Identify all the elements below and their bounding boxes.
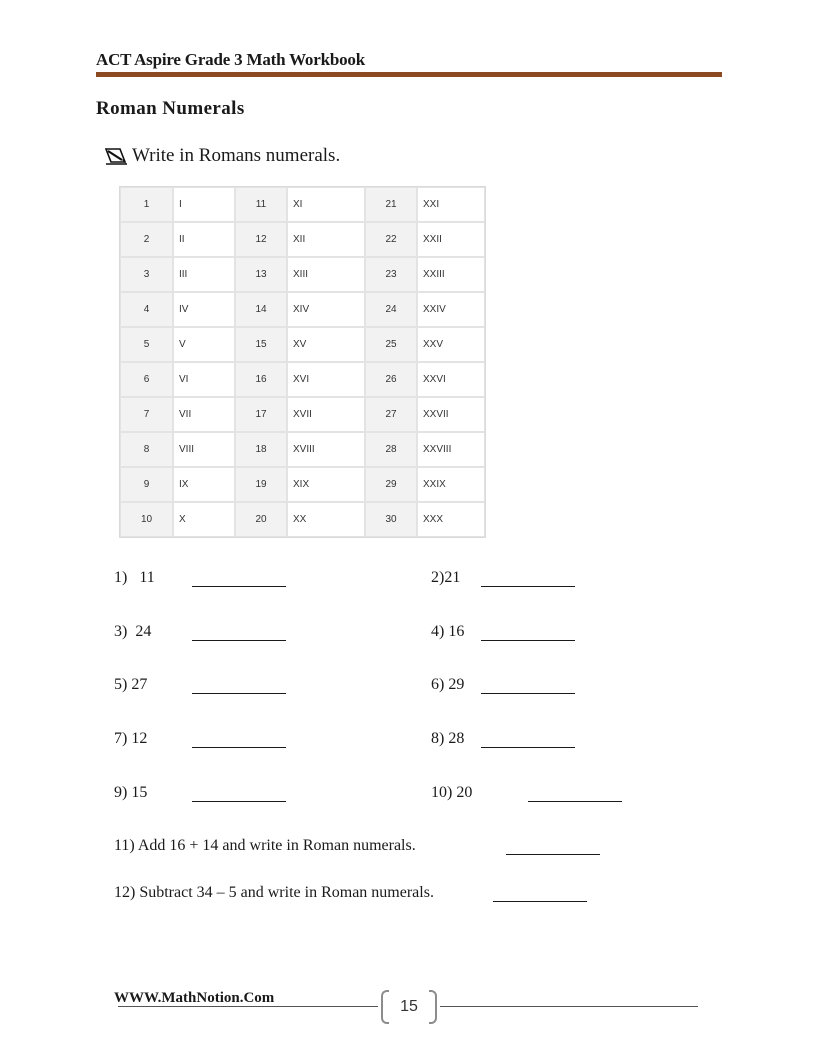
number-cell: 2 — [120, 222, 173, 257]
table-row — [120, 292, 485, 327]
roman-cell: III — [173, 257, 235, 292]
number-cell: 6 — [120, 362, 173, 397]
roman-cell: VII — [173, 397, 235, 432]
instruction — [104, 145, 340, 167]
roman-cell: XXX — [417, 502, 485, 537]
number-cell: 13 — [235, 257, 287, 292]
question-2: 2)21 — [431, 569, 461, 586]
table-row — [120, 187, 485, 222]
page-number — [381, 992, 437, 1022]
number-cell: 11 — [235, 187, 287, 222]
roman-cell: II — [173, 222, 235, 257]
number-cell: 9 — [120, 467, 173, 502]
roman-cell: VI — [173, 362, 235, 397]
question-4: 4) 16 — [431, 623, 465, 640]
footer-rule-left — [118, 1006, 378, 1007]
roman-cell: XV — [287, 327, 365, 362]
header-divider — [96, 72, 722, 77]
roman-cell: XIX — [287, 467, 365, 502]
table-row — [120, 502, 485, 537]
question-3: 3) 24 — [114, 623, 152, 640]
answer-blank-7[interactable] — [192, 747, 286, 748]
number-cell: 5 — [120, 327, 173, 362]
roman-cell: XXIX — [417, 467, 485, 502]
answer-blank-3[interactable] — [192, 640, 286, 641]
table-row — [120, 432, 485, 467]
left-bracket — [381, 990, 389, 1024]
number-cell: 27 — [365, 397, 417, 432]
question-7: 7) 12 — [114, 730, 148, 747]
number-cell: 17 — [235, 397, 287, 432]
number-cell: 25 — [365, 327, 417, 362]
roman-cell: XVIII — [287, 432, 365, 467]
roman-cell: IX — [173, 467, 235, 502]
number-cell: 18 — [235, 432, 287, 467]
number-cell: 7 — [120, 397, 173, 432]
question-8: 8) 28 — [431, 730, 465, 747]
number-cell: 8 — [120, 432, 173, 467]
question-12: 12) Subtract 34 – 5 and write in Roman numerals. — [114, 884, 434, 901]
answer-blank-11[interactable] — [506, 854, 600, 855]
question-11: 11) Add 16 + 14 and write in Roman numerals. — [114, 837, 416, 854]
answer-blank-1[interactable] — [192, 586, 286, 587]
roman-cell: IV — [173, 292, 235, 327]
workbook-title: ACT Aspire Grade 3 Math Workbook — [96, 50, 365, 69]
roman-cell: XIII — [287, 257, 365, 292]
roman-cell: VIII — [173, 432, 235, 467]
number-cell: 20 — [235, 502, 287, 537]
section-title: Roman Numerals — [96, 98, 245, 119]
answer-blank-2[interactable] — [481, 586, 575, 587]
answer-blank-5[interactable] — [192, 693, 286, 694]
number-cell: 26 — [365, 362, 417, 397]
question-5: 5) 27 — [114, 676, 148, 693]
instruction-text: Write in Romans numerals. — [132, 145, 341, 166]
number-cell: 30 — [365, 502, 417, 537]
number-cell: 24 — [365, 292, 417, 327]
answer-blank-10[interactable] — [528, 801, 622, 802]
roman-cell: XXII — [417, 222, 485, 257]
number-cell: 10 — [120, 502, 173, 537]
roman-cell: XIV — [287, 292, 365, 327]
table-row — [120, 257, 485, 292]
roman-cell: I — [173, 187, 235, 222]
roman-cell: XI — [287, 187, 365, 222]
table-row — [120, 327, 485, 362]
table-row — [120, 362, 485, 397]
right-bracket — [429, 990, 437, 1024]
roman-cell: XXVIII — [417, 432, 485, 467]
roman-cell: XXVII — [417, 397, 485, 432]
footer-rule-right — [440, 1006, 698, 1007]
number-cell: 29 — [365, 467, 417, 502]
roman-cell: XXV — [417, 327, 485, 362]
question-6: 6) 29 — [431, 676, 465, 693]
roman-cell: XXIII — [417, 257, 485, 292]
answer-blank-9[interactable] — [192, 801, 286, 802]
roman-cell: XXVI — [417, 362, 485, 397]
number-cell: 19 — [235, 467, 287, 502]
number-cell: 15 — [235, 327, 287, 362]
roman-cell: XII — [287, 222, 365, 257]
number-cell: 22 — [365, 222, 417, 257]
number-cell: 3 — [120, 257, 173, 292]
answer-blank-12[interactable] — [493, 901, 587, 902]
answer-blank-4[interactable] — [481, 640, 575, 641]
question-9: 9) 15 — [114, 784, 148, 801]
roman-cell: XX — [287, 502, 365, 537]
footer-website: WWW.MathNotion.Com — [114, 990, 275, 1006]
roman-cell: XXI — [417, 187, 485, 222]
number-cell: 16 — [235, 362, 287, 397]
roman-cell: XVII — [287, 397, 365, 432]
roman-cell: XVI — [287, 362, 365, 397]
roman-cell: V — [173, 327, 235, 362]
number-cell: 12 — [235, 222, 287, 257]
table-row — [120, 222, 485, 257]
roman-numeral-table — [119, 186, 486, 538]
number-cell: 21 — [365, 187, 417, 222]
table-row — [120, 467, 485, 502]
roman-cell: X — [173, 502, 235, 537]
number-cell: 28 — [365, 432, 417, 467]
answer-blank-8[interactable] — [481, 747, 575, 748]
roman-cell: XXIV — [417, 292, 485, 327]
page-number-text: 15 — [400, 998, 418, 1015]
question-10: 10) 20 — [431, 784, 473, 801]
question-1: 1) 11 — [114, 569, 155, 586]
number-cell: 23 — [365, 257, 417, 292]
number-cell: 4 — [120, 292, 173, 327]
answer-blank-6[interactable] — [481, 693, 575, 694]
number-cell: 1 — [120, 187, 173, 222]
pencil-icon — [104, 146, 130, 166]
table-row — [120, 397, 485, 432]
number-cell: 14 — [235, 292, 287, 327]
